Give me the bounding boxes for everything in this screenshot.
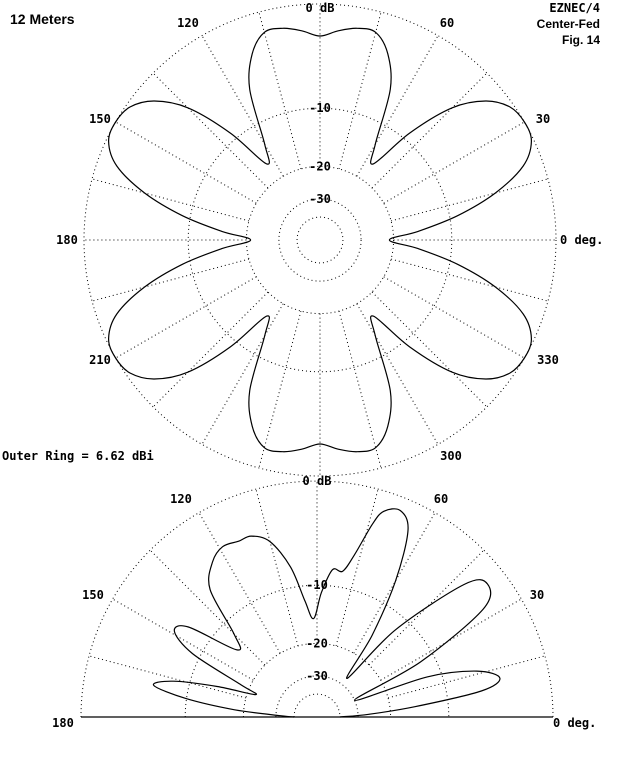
angle-label: 300 (440, 449, 462, 463)
ring-label: -20 (309, 159, 331, 174)
angle-label: 60 (439, 16, 455, 30)
program-name: EZNEC/4 (549, 1, 600, 15)
grid-spoke (391, 179, 548, 221)
grid-spoke (388, 656, 545, 698)
angle-label: 30 (529, 588, 545, 602)
ring-label: 0 dB (305, 1, 335, 15)
ring-label: -30 (309, 191, 331, 206)
azimuth-pattern-line (109, 28, 532, 451)
elevation-angle-labels (52, 492, 596, 730)
angle-label: 60 (433, 492, 449, 506)
angle-label: 150 (89, 112, 111, 126)
ring-label: -10 (309, 101, 331, 116)
chart-subtitle: Center-Fed (536, 17, 600, 31)
ring-label: 0 dB (302, 474, 332, 488)
ring-label: -30 (306, 668, 328, 683)
angle-label: 120 (170, 492, 192, 506)
outer-ring-note: Outer Ring = 6.62 dBi (2, 449, 154, 463)
angle-label: 120 (177, 16, 199, 30)
elevation-plot (52, 474, 596, 730)
elevation-pattern-line (153, 509, 500, 717)
grid-spoke (256, 489, 298, 646)
figure-number: Fig. 14 (561, 33, 600, 47)
azimuth-grid (84, 4, 556, 476)
angle-label: 0 deg. (553, 716, 597, 730)
grid-spoke (391, 259, 548, 301)
angle-label: 150 (82, 588, 104, 602)
grid-spoke (150, 550, 265, 665)
grid-ring (294, 694, 340, 717)
grid-ring (185, 585, 449, 717)
grid-ring (279, 199, 361, 281)
angle-label: 180 (56, 233, 78, 247)
chart-title: 12 Meters (10, 11, 75, 27)
grid-spoke (153, 292, 268, 407)
grid-spoke (372, 73, 487, 188)
ring-label: -10 (306, 578, 328, 593)
angle-label: 180 (52, 716, 74, 730)
ring-label: -20 (306, 636, 328, 651)
grid-ring (246, 166, 393, 313)
grid-spoke (153, 73, 268, 188)
grid-spoke (92, 179, 249, 221)
grid-spoke (372, 292, 487, 407)
angle-label: 30 (535, 112, 551, 126)
angle-label: 210 (89, 353, 111, 367)
grid-spoke (92, 259, 249, 301)
grid-ring (297, 217, 343, 263)
angle-label: 330 (537, 353, 559, 367)
azimuth-ring-labels (306, 1, 335, 206)
azimuth-plot (56, 1, 603, 476)
grid-spoke (336, 489, 378, 646)
angle-label: 0 deg. (560, 233, 604, 247)
